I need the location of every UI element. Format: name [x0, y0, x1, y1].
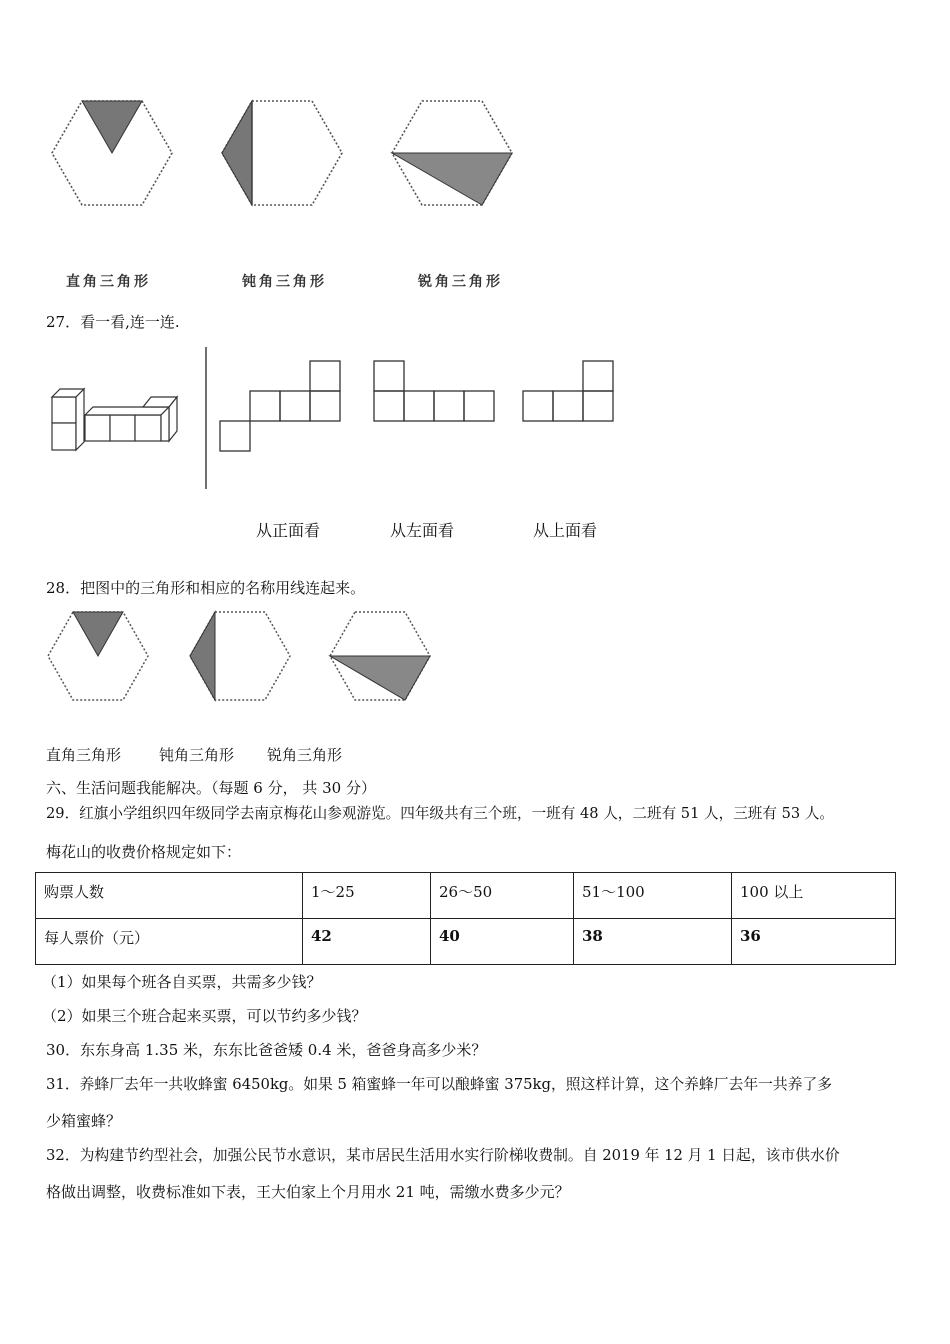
q28-hexagon-3 [330, 612, 430, 700]
q28-caption-right: 直角三角形 [46, 746, 122, 764]
ticket-price-table [35, 872, 896, 965]
q28-hexagon-figures [45, 610, 445, 710]
q29-line2: 梅花山的收费价格规定如下： [46, 843, 242, 861]
view-grid-a [220, 361, 340, 451]
q27-cube-figures [45, 345, 645, 495]
q28-caption-acute: 锐角三角形 [267, 746, 343, 764]
q28-caption-obtuse: 钝角三角形 [159, 746, 235, 764]
q28-title: 28．把图中的三角形和相应的名称用线连起来。 [46, 579, 366, 597]
view-label-front: 从正面看 [256, 521, 321, 540]
section-6-heading: 六、生活问题我能解决。（每题 6 分， 共 30 分） [46, 779, 376, 797]
q32-line1: 32．为构建节约型社会，加强公民节水意识，某市居民生活用水实行阶梯收费制。自 2019 年 12 月 1 日起，该市供水价 [46, 1147, 840, 1164]
cube-stack-3d [52, 389, 177, 450]
q29-sub2: （2）如果三个班合起来买票，可以节约多少钱？ [42, 1007, 367, 1025]
q31-line1: 31．养蜂厂去年一共收蜂蜜 6450kg。如果 5 箱蜜蜂一年可以酿蜂蜜 375kg，照这样计算，这个养蜂厂去年一共养了多 [46, 1076, 833, 1093]
q27-title: 27．看一看,连一连. [46, 313, 180, 331]
table-cell: 36 [732, 919, 896, 965]
q28-hexagon-1 [48, 612, 148, 700]
caption-right-triangle: 直角三角形 [66, 274, 151, 290]
q31-line2: 少箱蜜蜂？ [46, 1112, 122, 1130]
hexagon-obtuse-triangle-figure [222, 101, 342, 205]
hexagon-right-triangle-figure [52, 101, 172, 205]
top-hexagon-figures [40, 95, 560, 215]
table-header-cell: 26～50 [431, 873, 574, 919]
q29-line1: 29．红旗小学组织四年级同学去南京梅花山参观游览。四年级共有三个班，一班有 48 人，二班有 51 人，三班有 53 人。 [46, 805, 835, 822]
view-label-left: 从左面看 [390, 521, 455, 540]
hexagon-acute-triangle-figure [392, 101, 512, 205]
table-cell: 42 [303, 919, 431, 965]
q30-text: 30．东东身高 1.35 米，东东比爸爸矮 0.4 米，爸爸身高多少米？ [46, 1041, 487, 1059]
table-row [36, 919, 896, 965]
table-cell: 38 [574, 919, 732, 965]
table-cell: 40 [431, 919, 574, 965]
view-label-top: 从上面看 [533, 521, 598, 540]
table-header-cell: 购票人数 [36, 873, 303, 919]
table-cell: 每人票价（元） [36, 919, 303, 965]
table-row [36, 873, 896, 919]
q28-hexagon-2 [190, 612, 290, 700]
table-header-cell: 100 以上 [732, 873, 896, 919]
table-header-cell: 1～25 [303, 873, 431, 919]
table-header-cell: 51～100 [574, 873, 732, 919]
caption-obtuse-triangle: 钝角三角形 [242, 274, 327, 290]
caption-acute-triangle: 锐角三角形 [418, 274, 503, 290]
q29-sub1: （1）如果每个班各自买票，共需多少钱？ [42, 973, 322, 991]
q32-line2: 格做出调整，收费标准如下表，王大伯家上个月用水 21 吨，需缴水费多少元？ [46, 1183, 570, 1201]
view-grid-b [374, 361, 494, 421]
view-grid-c [523, 361, 613, 421]
